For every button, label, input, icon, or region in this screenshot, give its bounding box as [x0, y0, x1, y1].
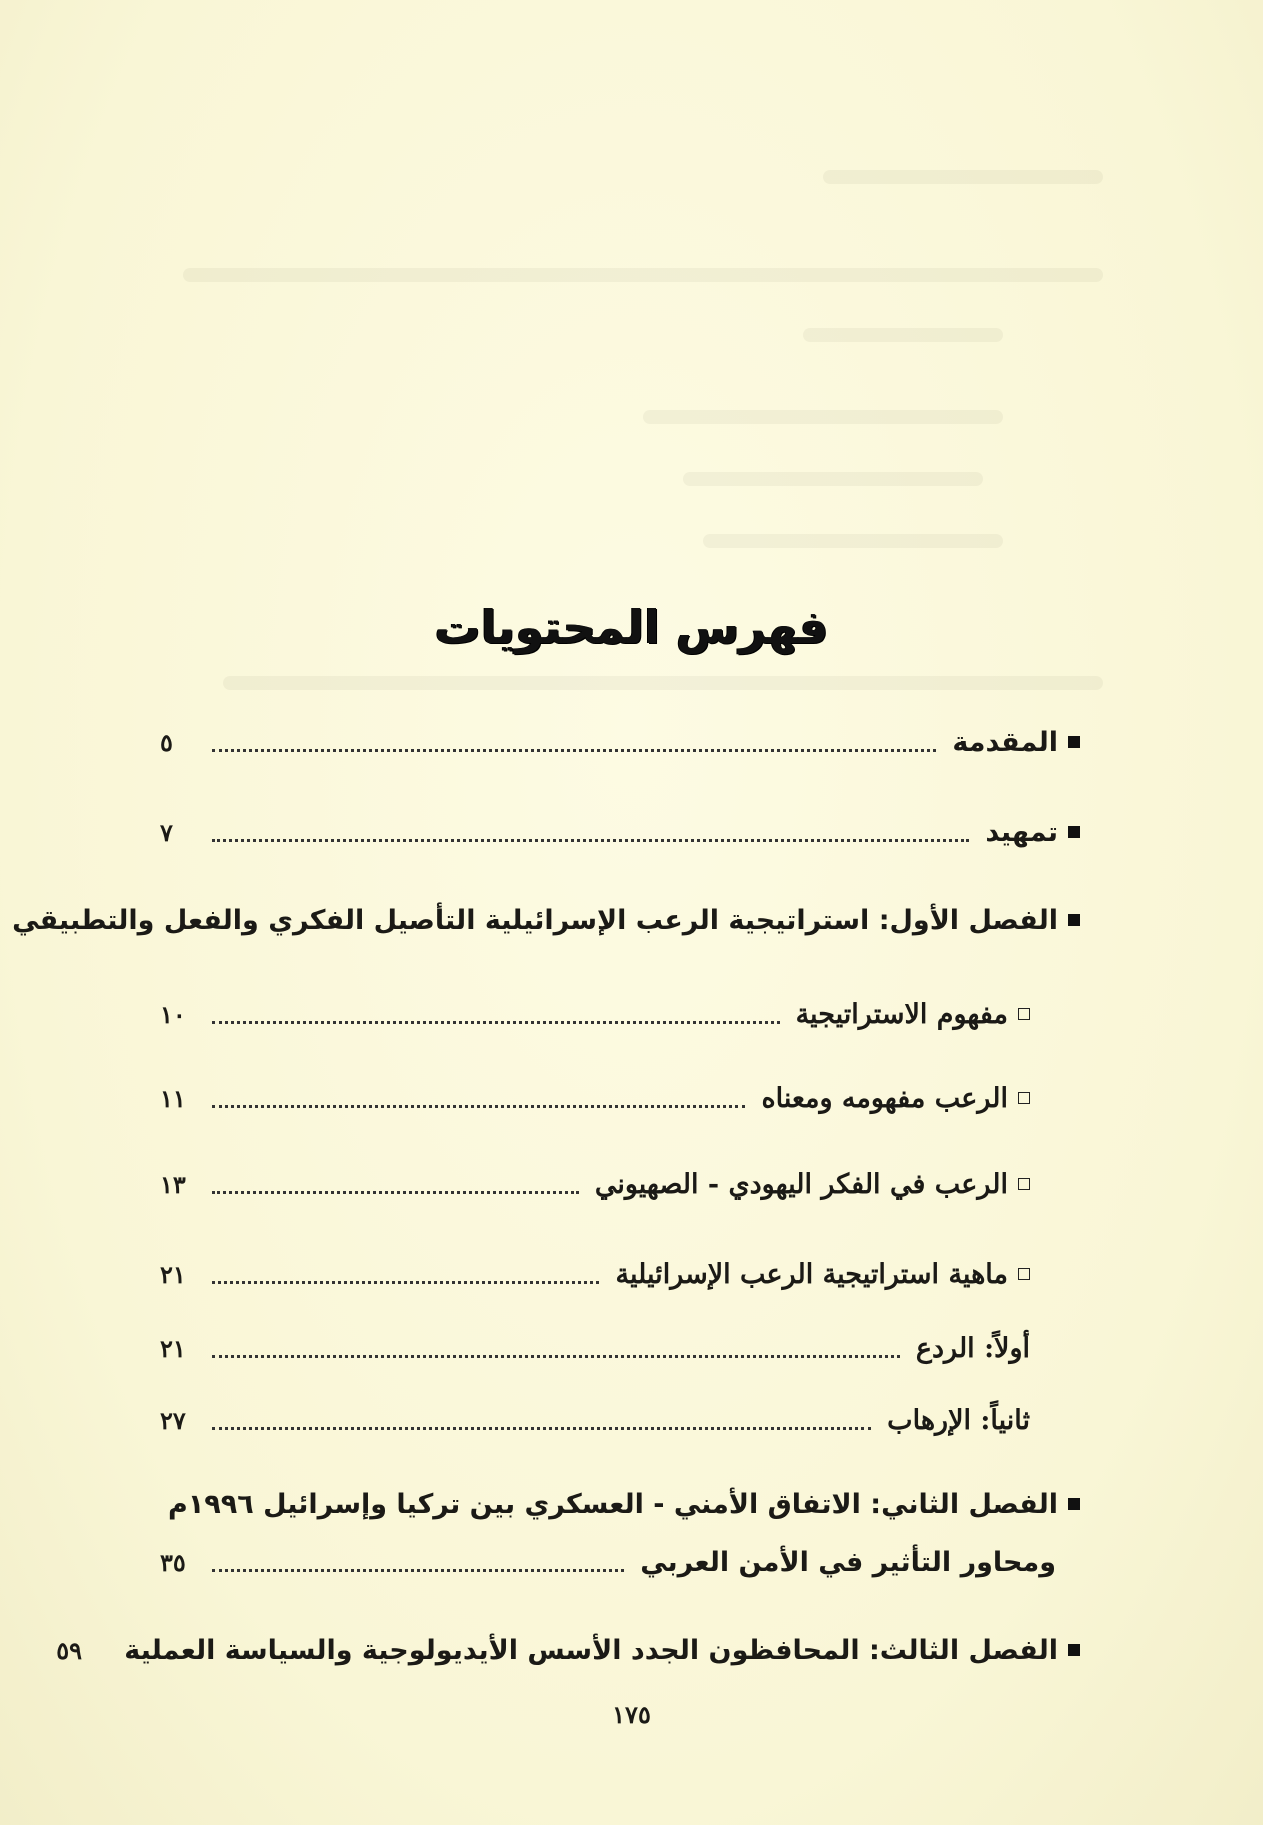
- toc-entry-label: الرعب في الفكر اليهودي - الصهيوني: [594, 1168, 1008, 1200]
- toc-entry-title: [761, 1083, 1030, 1114]
- bleed-through-line: [823, 170, 1103, 184]
- toc-entry-label: الفصل الثالث: المحافظون الجدد الأسس الأيديولوجية والسياسة العملية: [124, 1634, 1058, 1666]
- toc-page-number: ٣٥: [160, 1547, 186, 1577]
- filled-square-bullet-icon: [1068, 1498, 1080, 1510]
- dot-leader: [212, 839, 969, 842]
- dot-leader: [212, 1355, 900, 1358]
- bleed-through-line: [223, 676, 1103, 690]
- toc-page-number: ٥٩: [56, 1635, 82, 1665]
- filled-square-bullet-icon: [1068, 826, 1080, 838]
- toc-subentry: [160, 1250, 1030, 1298]
- toc-entry-label: المقدمة: [952, 726, 1058, 758]
- toc-entry-continuation: [160, 1538, 1056, 1586]
- toc-subentry: [160, 1324, 1030, 1372]
- open-square-bullet-icon: [1018, 1092, 1030, 1104]
- toc-subentry: [160, 1160, 1030, 1208]
- bleed-through-line: [803, 328, 1003, 342]
- toc-entry-label: ماهية استراتيجية الرعب الإسرائيلية: [615, 1258, 1008, 1290]
- dot-leader: [212, 1281, 599, 1284]
- bleed-through-line: [643, 410, 1003, 424]
- toc-entry-title: [952, 727, 1080, 758]
- toc-subentry: [160, 1074, 1030, 1122]
- toc-entry-title: [887, 1405, 1030, 1436]
- page-title: فهرس المحتويات: [434, 600, 829, 654]
- bleed-through-line: [683, 472, 983, 486]
- toc-page-number: ١٣: [160, 1169, 186, 1199]
- dot-leader: [212, 1105, 745, 1108]
- filled-square-bullet-icon: [1068, 914, 1080, 926]
- toc-entry: [56, 1626, 1080, 1674]
- toc-entry-title: [12, 905, 1080, 936]
- dot-leader: [212, 1191, 579, 1194]
- toc-page-number: ٢٧: [160, 1405, 186, 1435]
- open-square-bullet-icon: [1018, 1008, 1030, 1020]
- toc-page-number: ٢١: [160, 1259, 186, 1289]
- toc-entry-title: [985, 817, 1080, 848]
- toc-entry-title: [168, 1489, 1080, 1520]
- filled-square-bullet-icon: [1068, 736, 1080, 748]
- open-square-bullet-icon: [1018, 1178, 1030, 1190]
- toc-entry-title: [595, 1169, 1030, 1200]
- toc-entry-label: ومحاور التأثير في الأمن العربي: [640, 1546, 1056, 1578]
- toc-page-number: ٢١: [160, 1333, 186, 1363]
- bleed-through-line: [183, 268, 1103, 282]
- dot-leader: [212, 1021, 780, 1024]
- toc-entry-label: ثانياً: الإرهاب: [887, 1404, 1030, 1436]
- toc-page-number: ١٠: [160, 999, 186, 1029]
- open-square-bullet-icon: [1018, 1268, 1030, 1280]
- toc-entry: [160, 1480, 1080, 1528]
- toc-page-number: ١١: [160, 1083, 186, 1113]
- toc-subentry: [160, 990, 1030, 1038]
- toc-entry-title: [796, 999, 1030, 1030]
- toc-entry-title: [916, 1333, 1030, 1364]
- toc-entry-label: الفصل الأول: استراتيجية الرعب الإسرائيلية التأصيل الفكري والفعل والتطبيقي: [12, 904, 1058, 936]
- toc-entry-title: [124, 1635, 1080, 1666]
- toc-entry-title: [640, 1547, 1056, 1578]
- toc-page-number: ٧: [160, 817, 173, 847]
- toc-entry: [12, 896, 1080, 944]
- page-number: ١٧٥: [612, 1700, 651, 1729]
- toc-entry-label: الفصل الثاني: الاتفاق الأمني - العسكري بين تركيا وإسرائيل ١٩٩٦م: [168, 1488, 1058, 1520]
- toc-entry: [160, 718, 1080, 766]
- dot-leader: [212, 1569, 624, 1572]
- dot-leader: [212, 749, 936, 752]
- dot-leader: [212, 1427, 871, 1430]
- bleed-through-line: [703, 534, 1003, 548]
- toc-subentry: [160, 1396, 1030, 1444]
- toc-entry-label: تمهيد: [985, 816, 1058, 848]
- toc-entry: [160, 808, 1080, 856]
- toc-page-number: ٥: [160, 727, 173, 757]
- toc-entry-label: الرعب مفهومه ومعناه: [761, 1082, 1008, 1114]
- toc-entry-title: [615, 1259, 1030, 1290]
- toc-entry-label: مفهوم الاستراتيجية: [795, 998, 1008, 1030]
- toc-entry-label: أولاً: الردع: [915, 1332, 1030, 1364]
- filled-square-bullet-icon: [1068, 1644, 1080, 1656]
